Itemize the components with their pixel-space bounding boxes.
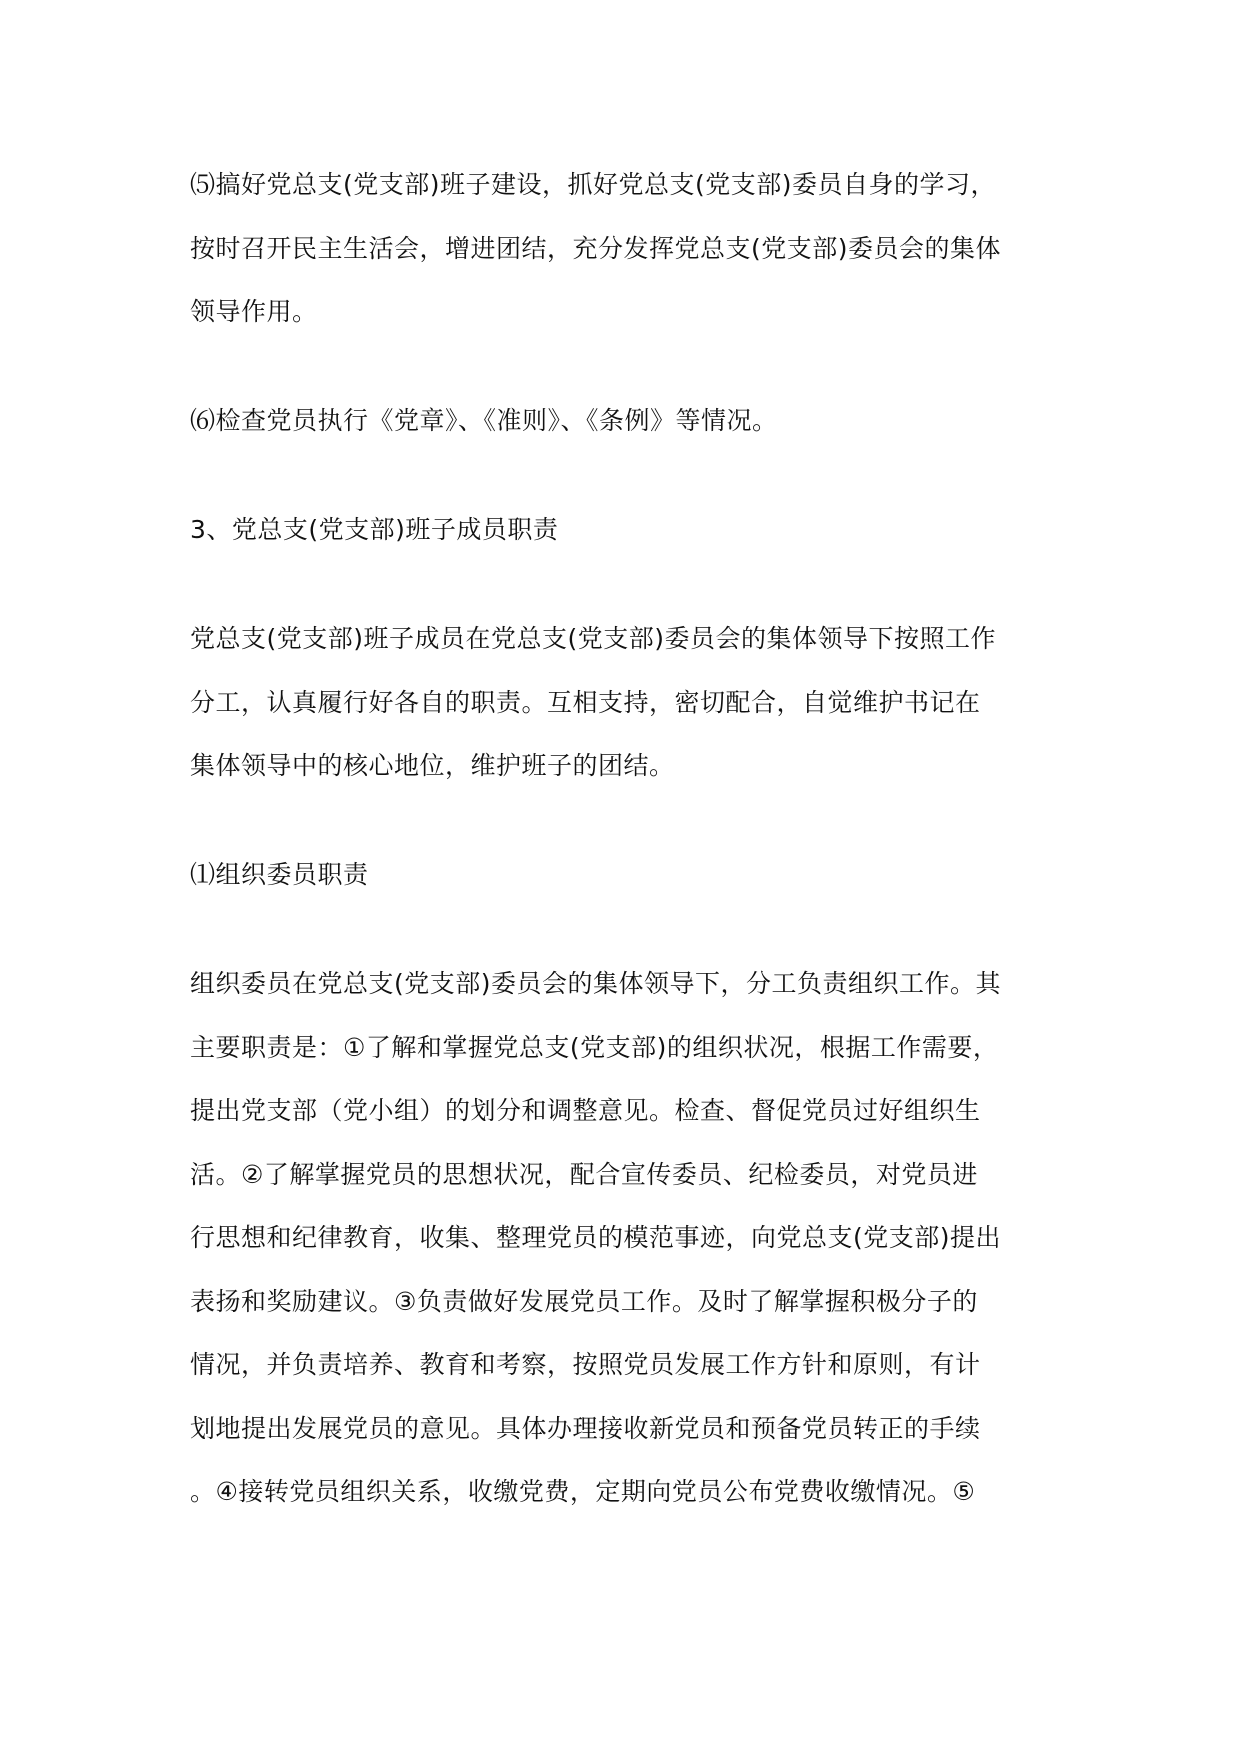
text-line: 行思想和纪律教育，收集、整理党员的模范事迹，向党总支(党支部)提出 <box>190 1223 1002 1252</box>
text-line: 主要职责是：①了解和掌握党总支(党支部)的组织状况，根据工作需要， <box>190 1033 999 1062</box>
text-line: 按时召开民主生活会，增进团结，充分发挥党总支(党支部)委员会的集体 <box>190 234 1002 263</box>
text-line: 党总支(党支部)班子成员在党总支(党支部)委员会的集体领导下按照工作 <box>190 624 997 653</box>
text-line: 领导作用。 <box>190 297 318 326</box>
text-line: 活。②了解掌握党员的思想状况，配合宣传委员、纪检委员，对党员进 <box>190 1160 978 1189</box>
section-heading: 3、党总支(党支部)班子成员职责 <box>190 515 559 544</box>
subsection-heading: ⑴组织委员职责 <box>190 860 369 889</box>
text-line: 分工，认真履行好各自的职责。互相支持，密切配合，自觉维护书记在 <box>190 688 981 717</box>
text-line: ⑹检查党员执行《党章》、《准则》、《条例》等情况。 <box>190 406 778 435</box>
text-line: 集体领导中的核心地位，维护班子的团结。 <box>190 751 675 780</box>
text-line: 划地提出发展党员的意见。具体办理接收新党员和预备党员转正的手续 <box>190 1414 981 1443</box>
text-line: 组织委员在党总支(党支部)委员会的集体领导下，分工负责组织工作。其 <box>190 969 1002 998</box>
text-line: 表扬和奖励建议。③负责做好发展党员工作。及时了解掌握积极分子的 <box>190 1287 978 1316</box>
text-line: ⑸搞好党总支(党支部)班子建设，抓好党总支(党支部)委员自身的学习， <box>190 170 997 199</box>
text-line: 。④接转党员组织关系，收缴党费，定期向党员公布党费收缴情况。⑤ <box>190 1477 976 1506</box>
text-line: 提出党支部（党小组）的划分和调整意见。检查、督促党员过好组织生 <box>190 1096 981 1125</box>
text-line: 情况，并负责培养、教育和考察，按照党员发展工作方针和原则，有计 <box>190 1350 981 1379</box>
